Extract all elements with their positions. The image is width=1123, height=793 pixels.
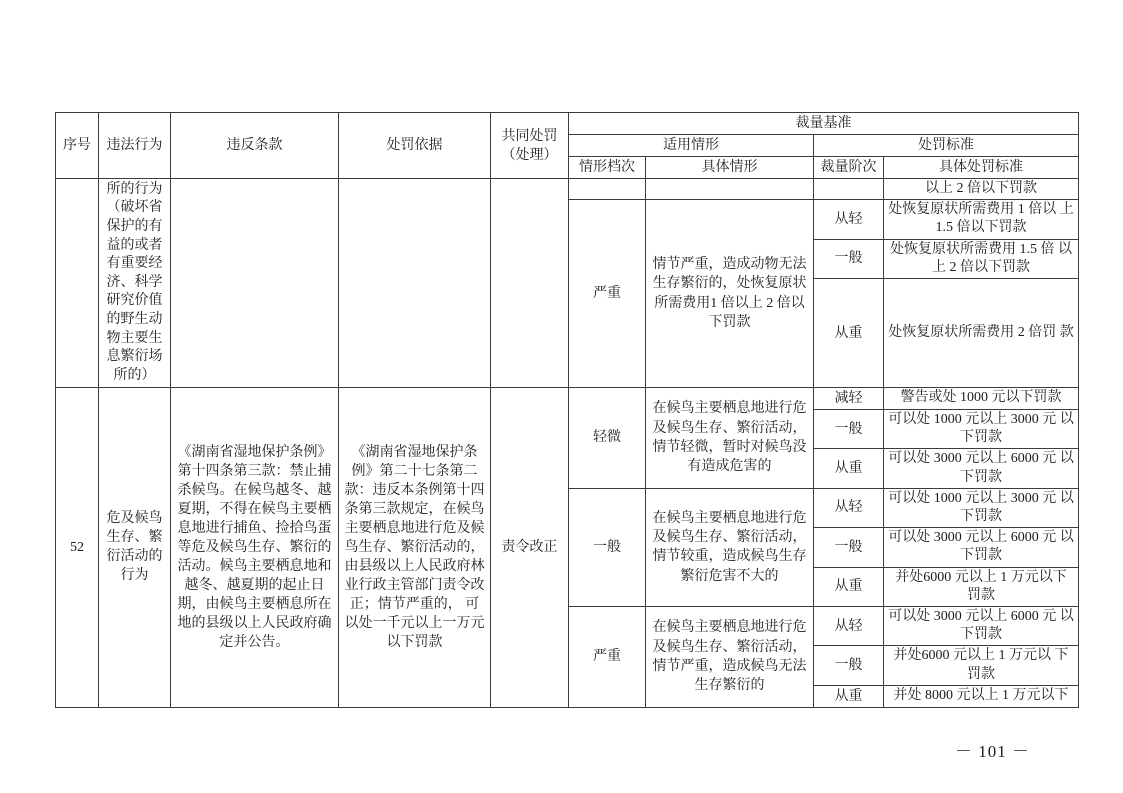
cell-discretion-step: 一般 [814, 239, 884, 278]
cell-specific-situation: 在候鸟主要栖息地进行危及候鸟生存、繁衍活动，情节轻微，暂时对候鸟没有造成危害的 [646, 388, 814, 489]
header-discretion-benchmark: 裁量基准 [569, 113, 1079, 135]
cell-violated-clause-empty [171, 179, 339, 388]
header-situation-level: 情形档次 [569, 157, 646, 179]
cell-situation-level: 轻微 [569, 388, 646, 489]
cell-situation-level: 严重 [569, 606, 646, 707]
row52-step-row [56, 388, 1079, 410]
cell-serial-empty [56, 179, 99, 388]
cell-penalty-standard: 并处 8000 元以上 1 万元以下 [884, 685, 1079, 707]
cell-discretion-step: 从轻 [814, 488, 884, 527]
penalty-discretion-table [55, 112, 1079, 708]
header-penalty-standard: 处罚标准 [814, 135, 1079, 157]
cell-discretion-step: 从重 [814, 685, 884, 707]
cell-penalty-standard: 警告或处 1000 元以下罚款 [884, 388, 1079, 410]
cell-violated-clause: 《湖南省湿地保护条例》第十四条第三款：禁止捕杀候鸟。在候鸟越冬、越夏期，不得在候鸟主要栖息地进行捕鱼、捡拾鸟蛋等危及候鸟生存、繁衍的活动。候鸟主要栖息地和越冬、越夏期的起止日期，由候鸟主要栖息所在地的县级以上人民政府确定并公告。 [171, 388, 339, 708]
cell-penalty-standard: 处恢复原状所需费用 1.5 倍 以上 2 倍以下罚款 [884, 239, 1079, 278]
page-number: － 101 － [955, 742, 1030, 761]
cell-penalty-standard: 可以处 3000 元以上 6000 元 以下罚款 [884, 528, 1079, 567]
cell-discretion-step-empty [814, 179, 884, 200]
cell-discretion-step: 从轻 [814, 606, 884, 645]
header-penalty-basis: 处罚依据 [339, 113, 491, 179]
cell-illegal-act: 所的行为（破坏省保护的有益的或者有重要经济、科学研究价值的野生动物主要生息繁衍场所的） [99, 179, 171, 388]
cell-discretion-step: 从重 [814, 567, 884, 606]
cell-penalty-basis: 《湖南省湿地保护条例》第二十七条第二款：违反本条例第十四条第三款规定，在候鸟主要栖息地进行危及候鸟生存、繁衍活动的， 由县级以上人民政府林业行政主管部门责令改正；情节严重的， 可以处一千元以上一万元以下罚款 [339, 388, 491, 708]
cell-discretion-step: 一般 [814, 528, 884, 567]
cell-discretion-step: 减轻 [814, 388, 884, 410]
cell-situation-level: 一般 [569, 488, 646, 606]
cell-specific-situation: 在候鸟主要栖息地进行危及候鸟生存、繁衍活动，情节较重，造成候鸟生存繁衍危害不大的 [646, 488, 814, 606]
header-illegal-act: 违法行为 [99, 113, 171, 179]
header-specific-penalty-standard: 具体处罚标准 [884, 157, 1079, 179]
cell-discretion-step: 一般 [814, 646, 884, 685]
cell-situation-level-empty [569, 179, 646, 200]
cell-joint-penalty-empty [491, 179, 569, 388]
cell-penalty-standard: 以上 2 倍以下罚款 [884, 179, 1079, 200]
cell-penalty-standard: 可以处 3000 元以上 6000 元 以下罚款 [884, 449, 1079, 488]
cell-joint-penalty: 责令改正 [491, 388, 569, 708]
cell-serial-number: 52 [56, 388, 99, 708]
cell-penalty-standard: 可以处 3000 元以上 6000 元 以下罚款 [884, 606, 1079, 645]
cell-illegal-act: 危及候鸟生存、繁衍活动的行为 [99, 388, 171, 708]
header-violated-clause: 违反条款 [171, 113, 339, 179]
cell-penalty-standard: 可以处 1000 元以上 3000 元 以下罚款 [884, 410, 1079, 449]
cell-penalty-standard: 并处6000 元以上 1 万元以 下 罚款 [884, 646, 1079, 685]
table-header-row-1 [56, 113, 1079, 135]
header-discretion-step: 裁量阶次 [814, 157, 884, 179]
header-serial-number: 序号 [56, 113, 99, 179]
header-specific-situation: 具体情形 [646, 157, 814, 179]
cell-discretion-step: 从重 [814, 449, 884, 488]
cell-discretion-step: 一般 [814, 410, 884, 449]
cell-discretion-step: 从重 [814, 279, 884, 388]
cell-penalty-standard: 处恢复原状所需费用 1 倍以 上 1.5 倍以下罚款 [884, 200, 1079, 239]
cell-penalty-standard: 并处6000 元以上 1 万元以下 罚款 [884, 567, 1079, 606]
cell-discretion-step: 从轻 [814, 200, 884, 239]
header-joint-penalty: 共同处罚（处理） [491, 113, 569, 179]
cell-situation-level: 严重 [569, 200, 646, 388]
carryover-row-continued-standard [56, 179, 1079, 200]
cell-specific-situation: 在候鸟主要栖息地进行危及候鸟生存、繁衍活动，情节严重，造成候鸟无法生存繁衍的 [646, 606, 814, 707]
cell-penalty-basis-empty [339, 179, 491, 388]
header-applicable-situation: 适用情形 [569, 135, 814, 157]
cell-penalty-standard: 可以处 1000 元以上 3000 元 以下罚款 [884, 488, 1079, 527]
cell-specific-situation-empty [646, 179, 814, 200]
cell-penalty-standard: 处恢复原状所需费用 2 倍罚 款 [884, 279, 1079, 388]
cell-specific-situation: 情节严重，造成动物无法生存繁衍的，处恢复原状所需费用1 倍以上 2 倍以下罚款 [646, 200, 814, 388]
